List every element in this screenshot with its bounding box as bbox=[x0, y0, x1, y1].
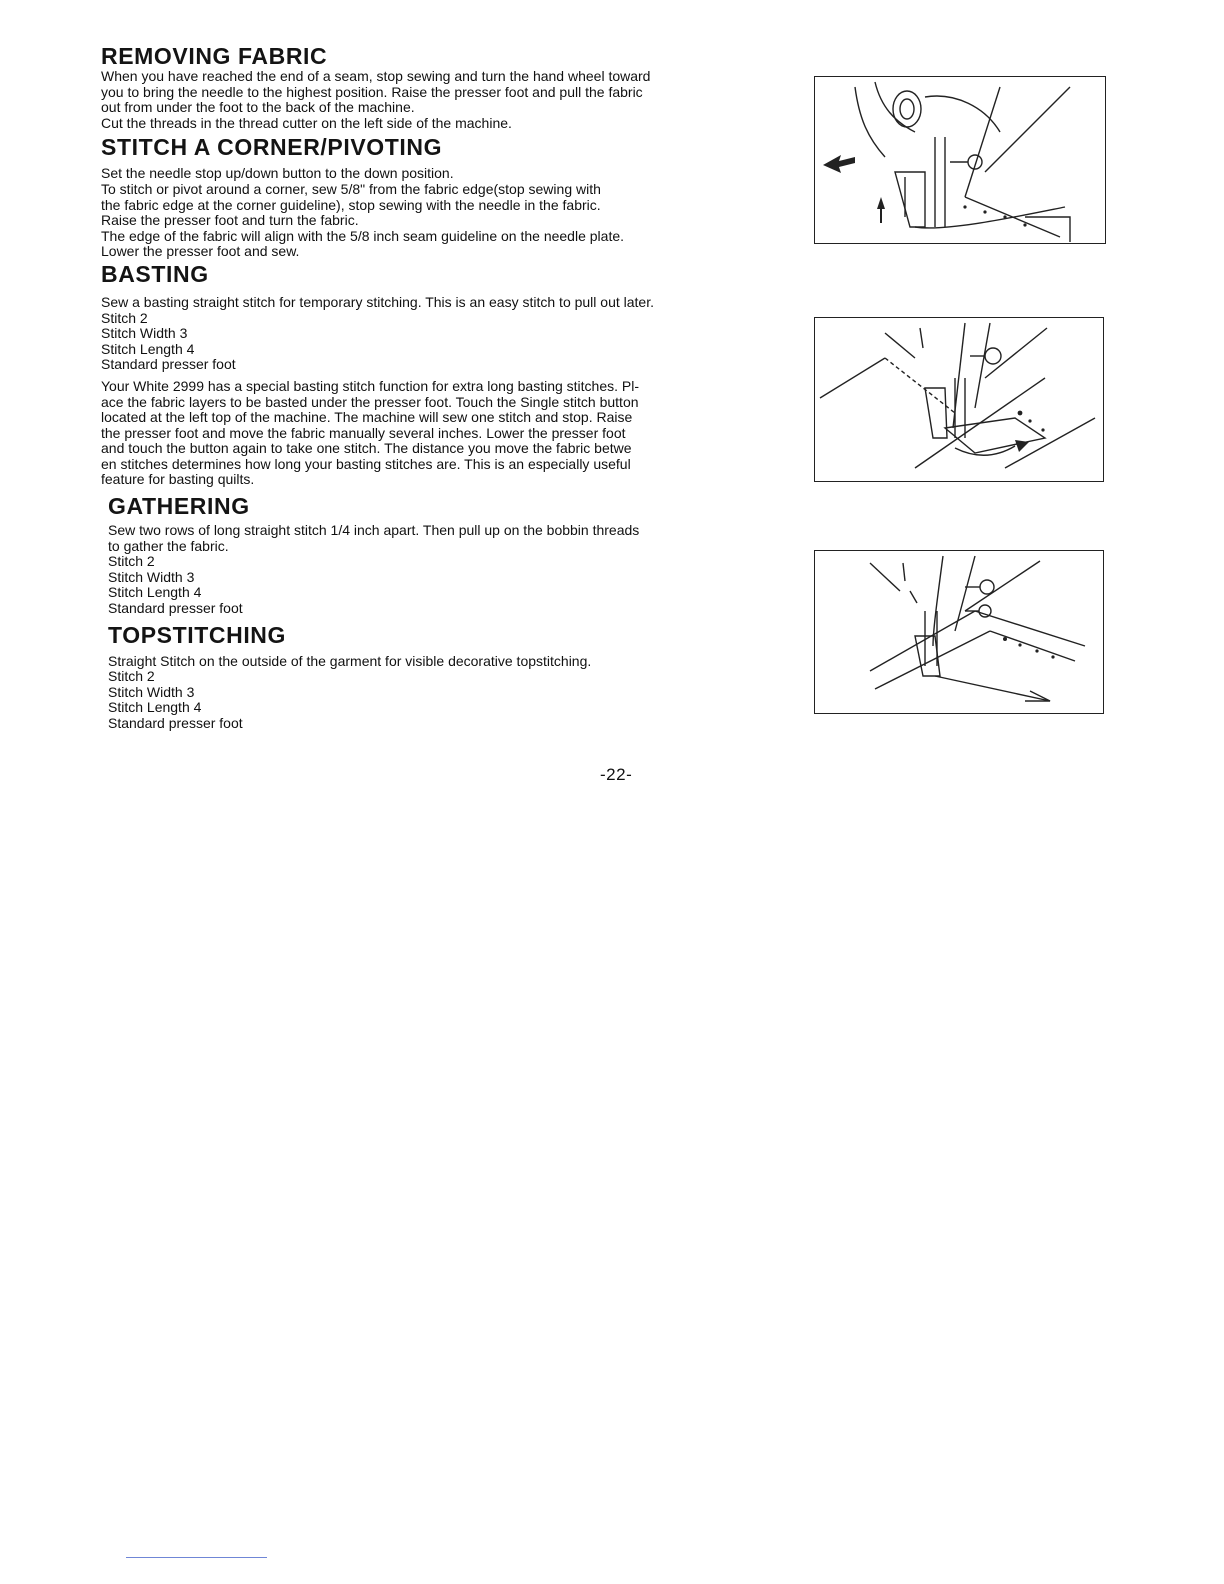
section-stitch-corner bbox=[101, 135, 801, 260]
section-basting bbox=[101, 262, 801, 488]
text-line: Sew two rows of long straight stitch 1/4 inch apart. Then pull up on the bobbin threads bbox=[108, 522, 640, 539]
text-line: To stitch or pivot around a corner, sew 5/8" from the fabric edge(stop sewing with bbox=[101, 180, 601, 197]
heading-basting: BASTING bbox=[101, 260, 209, 287]
text-line: the presser foot and move the fabric manually several inches. Lower the presser foot bbox=[101, 424, 626, 441]
text-line: Standard presser foot bbox=[101, 356, 236, 373]
presser-foot-diagram bbox=[815, 77, 1105, 243]
text-line: the fabric edge at the corner guideline), stop sewing with the needle in the fabric. bbox=[101, 196, 601, 213]
heading-gathering: GATHERING bbox=[108, 493, 250, 520]
text-line: feature for basting quilts. bbox=[101, 471, 255, 488]
page-number: -22- bbox=[600, 765, 633, 784]
text-line: Stitch 2 bbox=[108, 553, 155, 570]
text-line: Set the needle stop up/down button to the down position. bbox=[101, 165, 454, 182]
illustration-removing-fabric bbox=[814, 76, 1106, 244]
text-line: Standard presser foot bbox=[108, 715, 243, 731]
footer-divider bbox=[126, 1557, 267, 1558]
text-line: located at the left top of the machine. The machine will sew one stitch and stop. Raise bbox=[101, 409, 633, 426]
text-line: Stitch 2 bbox=[101, 309, 148, 326]
illustration-basting bbox=[814, 317, 1104, 482]
text-line: Standard presser foot bbox=[108, 600, 243, 617]
text-line: out from under the foot to the back of the machine. bbox=[101, 99, 415, 116]
heading-topstitching: TOPSTITCHING bbox=[108, 621, 287, 648]
text-line: Sew a basting straight stitch for temporary stitching. This is an easy stitch to pull out later. bbox=[101, 293, 654, 310]
section-topstitching bbox=[101, 623, 801, 732]
text-line: Stitch Length 4 bbox=[108, 699, 202, 716]
text-line: Stitch Width 3 bbox=[101, 325, 188, 342]
text-line: Straight Stitch on the outside of the garment for visible decorative topstitching. bbox=[108, 652, 592, 669]
text-line: Stitch 2 bbox=[108, 668, 155, 685]
text-line: Stitch Length 4 bbox=[101, 340, 195, 357]
text-line: Stitch Length 4 bbox=[108, 584, 202, 601]
manual-page-text bbox=[101, 44, 801, 732]
section-gathering bbox=[101, 494, 801, 617]
text-line: to gather the fabric. bbox=[108, 537, 229, 554]
text-line: Stitch Width 3 bbox=[108, 683, 195, 700]
gathering-diagram bbox=[815, 551, 1103, 713]
text-line: you to bring the needle to the highest position. Raise the presser foot and pull the fabric bbox=[101, 83, 643, 100]
text-line: The edge of the fabric will align with the 5/8 inch seam guideline on the needle plate. bbox=[101, 227, 625, 244]
heading-removing-fabric: REMOVING FABRIC bbox=[101, 43, 328, 69]
text-line: Cut the threads in the thread cutter on the left side of the machine. bbox=[101, 114, 512, 131]
basting-diagram bbox=[815, 318, 1103, 481]
text-line: en stitches determines how long your basting stitches are. This is an especially useful bbox=[101, 455, 631, 472]
text-line: When you have reached the end of a seam, stop sewing and turn the hand wheel toward bbox=[101, 68, 651, 84]
text-line: ace the fabric layers to be basted under the presser foot. Touch the Single stitch button bbox=[101, 393, 639, 410]
text-line: Raise the presser foot and turn the fabric. bbox=[101, 212, 359, 229]
section-removing-fabric bbox=[101, 44, 801, 131]
text-line: Your White 2999 has a special basting stitch function for extra long basting stitches. Pl- bbox=[101, 377, 640, 394]
text-line: Stitch Width 3 bbox=[108, 568, 195, 585]
text-line: and touch the button again to take one stitch. The distance you move the fabric betwe bbox=[101, 440, 632, 457]
text-line: Lower the presser foot and sew. bbox=[101, 243, 300, 260]
illustration-gathering bbox=[814, 550, 1104, 714]
heading-stitch-corner: STITCH A CORNER/PIVOTING bbox=[101, 134, 443, 161]
